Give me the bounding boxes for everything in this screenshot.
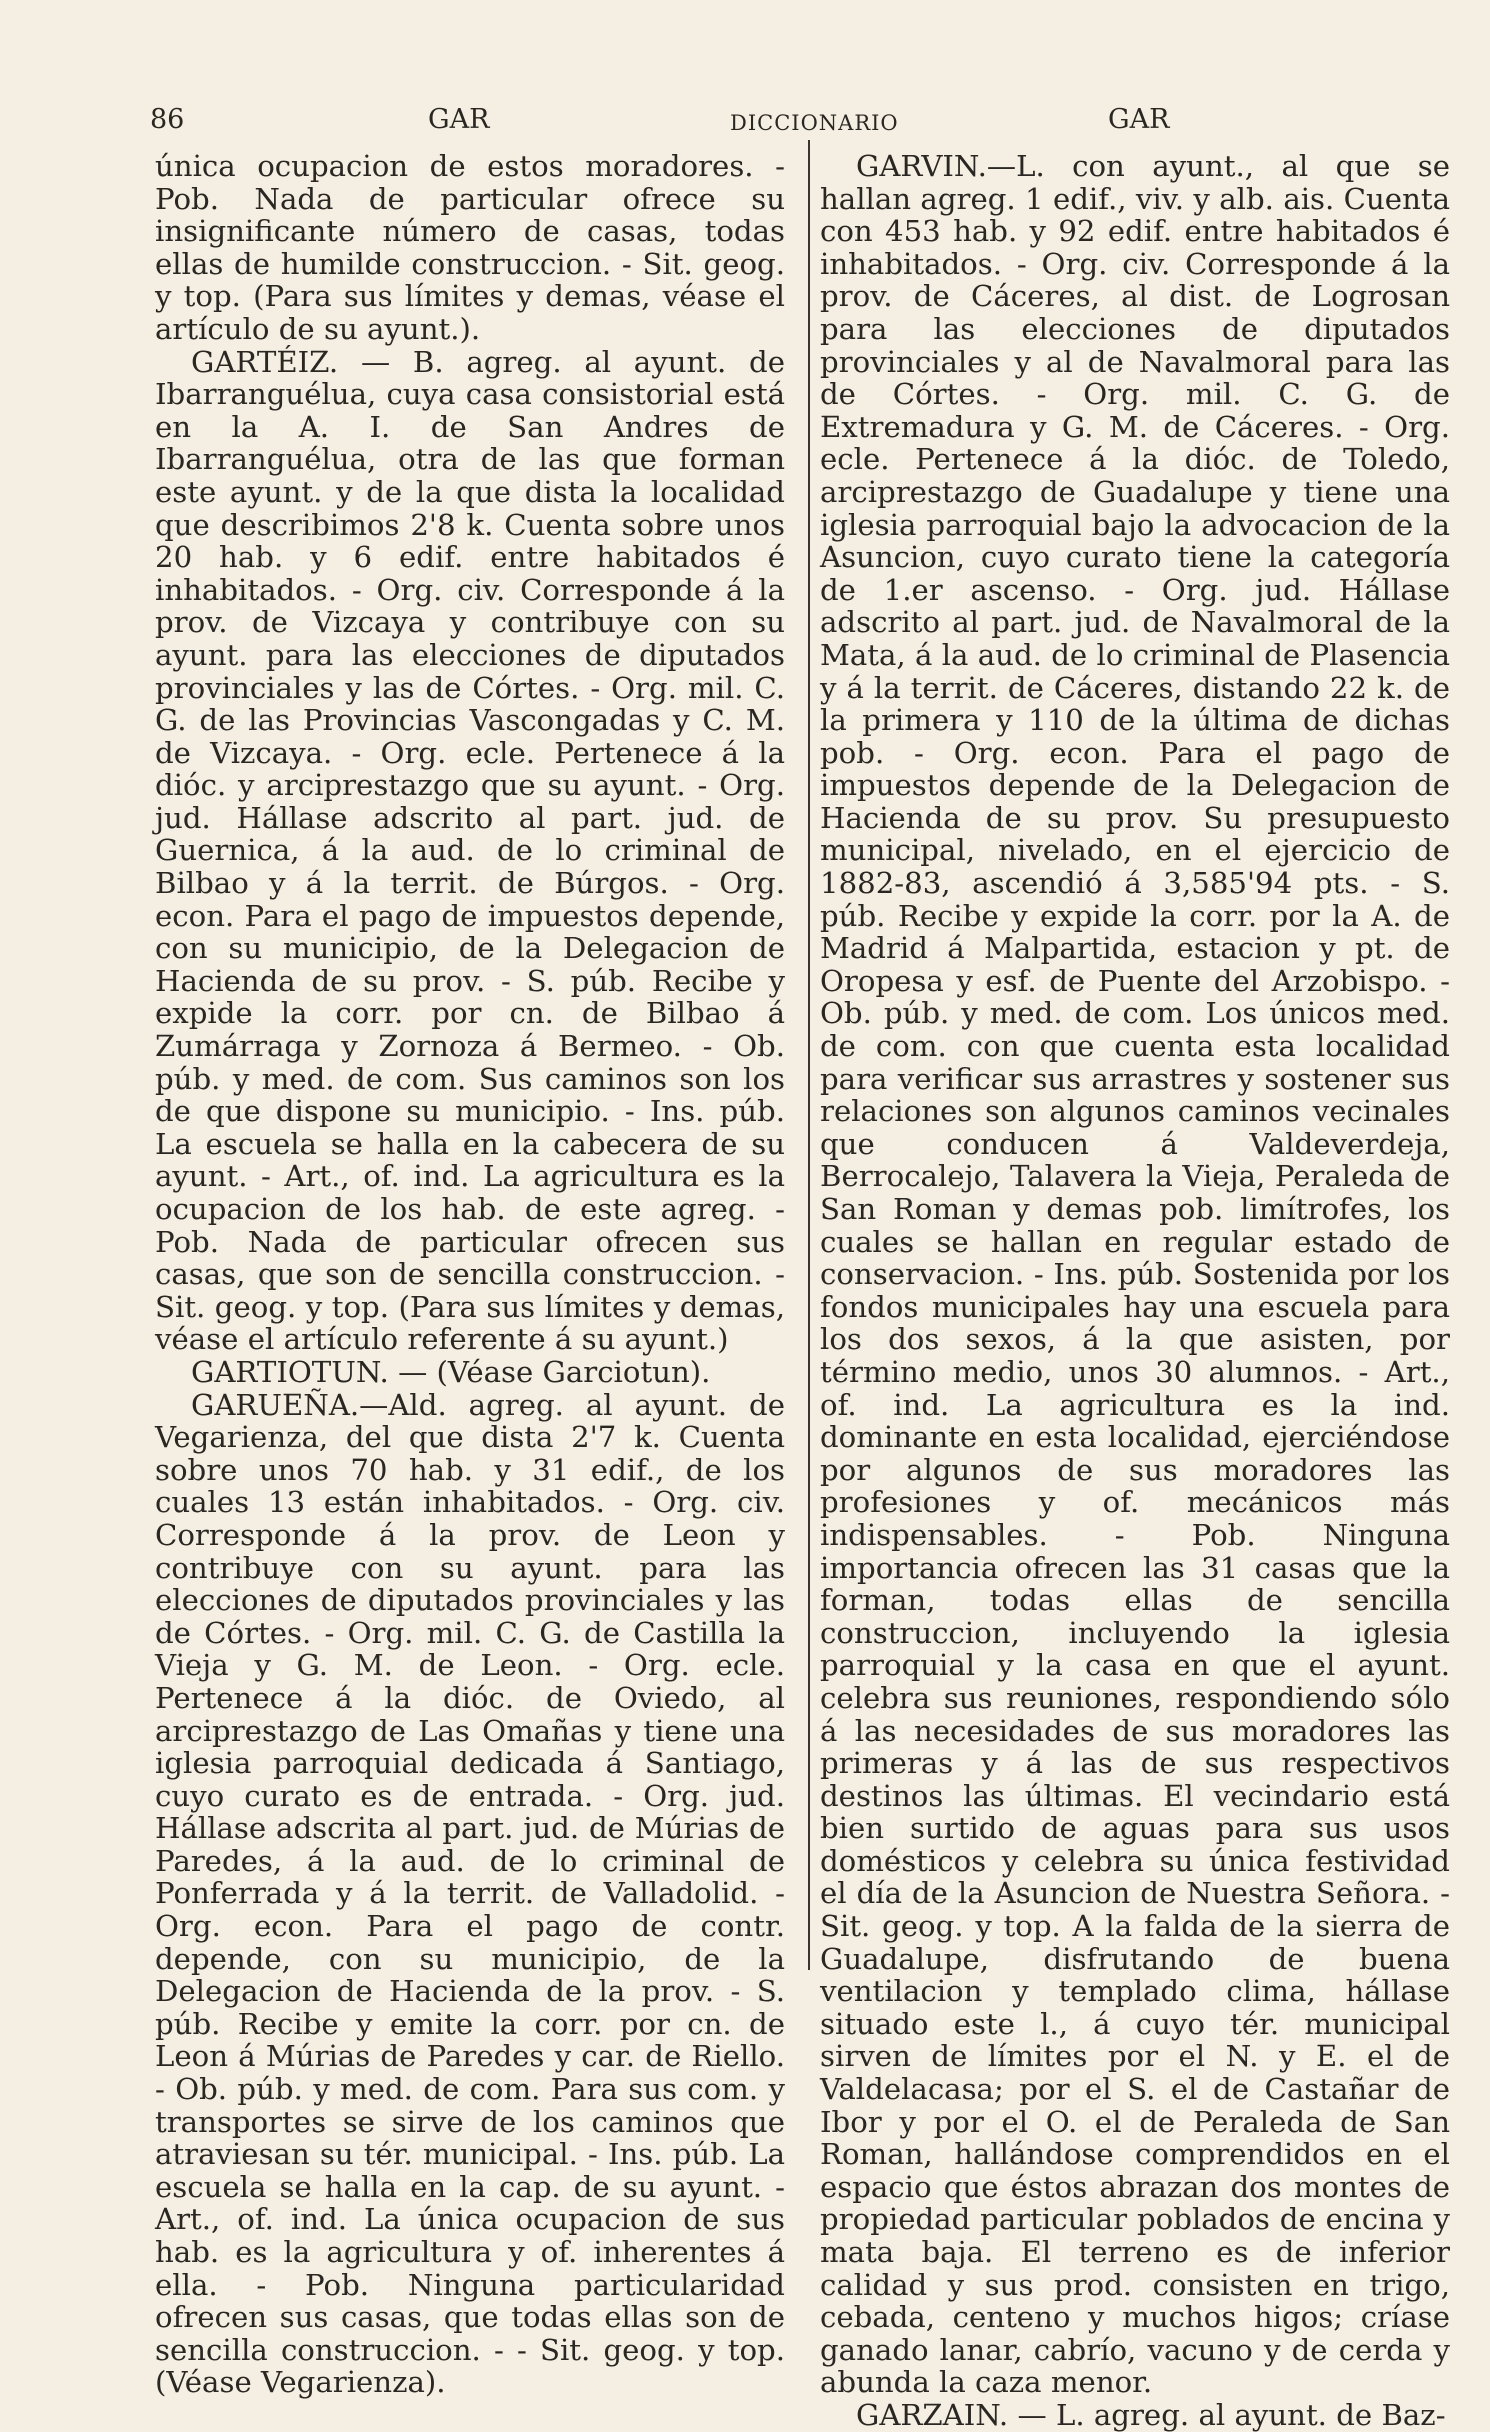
left-running-head: GAR (428, 104, 490, 135)
entry-garuena: GARUEÑA.—Ald. agreg. al ayunt. de Vegarienza, del que dista 2'7 k. Cuenta sobre unos 70 hab. y 31 edif., de los cuales 13 están inhabitados. - Org. civ. Corresponde á la prov. de Leon y contribuye con su ayunt. para las elecciones de diputados provinciales y las de Córtes. - Org. mil. C. G. de Castilla la Vieja y G. M. de Leon. - Org. ecle. Pertenece á la dióc. de Oviedo, al arciprestazgo de Las Omañas y tiene una iglesia parroquial dedicada á Santiago, cuyo curato es de entrada. - Org. jud. Hállase adscrita al part. jud. de Múrias de Paredes, á la aud. de lo criminal de Ponferrada y á la territ. de Valladolid. - Org. econ. Para el pago de contr. depende, con su municipio, de la Delegacion de Hacienda de la prov. - S. púb. Recibe y emite la corr. por cn. de Leon á Múrias de Paredes y car. de Riello. - Ob. púb. y med. de com. Para sus com. y transportes se sirve de los caminos que atraviesan su tér. municipal. - Ins. púb. La escuela se halla en la cap. de su ayunt. - Art., of. ind. La única ocupacion de sus hab. es la agricultura y of. inherentes á ella. - Pob. Ninguna particularidad ofrecen sus casas, que todas ellas son de sencilla construccion. - - Sit. geog. y top. (Véase Vegarienza). (155, 1387, 785, 2400)
left-column (155, 149, 785, 2400)
right-running-head: GAR (1108, 104, 1170, 135)
entry-garteiz: GARTÉIZ. — B. agreg. al ayunt. de Ibarranguélua, cuya casa consistorial está en la A. I. de San Andres de Ibarranguélua, otra de las que forman este ayunt. y de la que dista la localidad que describimos 2'8 k. Cuenta sobre unos 20 hab. y 6 edif. entre habitados é inhabitados. - Org. civ. Corresponde á la prov. de Vizcaya y contribuye con su ayunt. para las elecciones de diputados provinciales y las de Córtes. - Org. mil. C. G. de las Provincias Vascongadas y C. M. de Vizcaya. - Org. ecle. Pertenece á la dióc. y arciprestazgo que su ayunt. - Org. jud. Hállase adscrito al part. jud. de Guernica, á la aud. de lo criminal de Bilbao y á la territ. de Búrgos. - Org. econ. Para el pago de impuestos depende, con su municipio, de la Delegacion de Hacienda de su prov. - S. púb. Recibe y expide la corr. por cn. de Bilbao á Zumárraga y Zornoza á Bermeo. - Ob. púb. y med. de com. Sus caminos son los de que dispone su municipio. - Ins. púb. La escuela se halla en la cabecera de su ayunt. - Art., of. ind. La agricultura es la ocupacion de los hab. de este agreg. - Pob. Nada de particular ofrecen sus casas, que son de sencilla construccion. - Sit. geog. y top. (Para sus límites y demas, véase el artículo referente á su ayunt.) (155, 344, 785, 1357)
page-number: 86 (150, 104, 185, 135)
entry-garvin: GARVIN.—L. con ayunt., al que se hallan agreg. 1 edif., viv. y alb. ais. Cuenta con 453 hab. y 92 edif. entre habitados é inhabitados. - Org. civ. Corresponde á la prov. de Cáceres, al dist. de Logrosan para las elecciones de diputados provinciales y al de Navalmoral para las de Córtes. - Org. mil. C. G. de Extremadura y G. M. de Cáceres. - Org. ecle. Pertenece á la dióc. de Toledo, arciprestazgo de Guadalupe y tiene una iglesia parroquial bajo la advocacion de la Asuncion, cuyo curato tiene la categoría de 1.er ascenso. - Org. jud. Hállase adscrito al part. jud. de Navalmoral de la Mata, á la aud. de lo criminal de Plasencia y á la territ. de Cáceres, distando 22 k. de la primera y 110 de la última de dichas pob. - Org. econ. Para el pago de impuestos depende de la Delegacion de Hacienda de su prov. Su presupuesto municipal, nivelado, en el ejercicio de 1882-83, ascendió á 3,585'94 pts. - S. púb. Recibe y expide la corr. por la A. de Madrid á Malpartida, estacion y pt. de Oropesa y esf. de Puente del Arzobispo. - Ob. púb. y med. de com. Los únicos med. de com. con que cuenta esta localidad para verificar sus arrastres y sostener sus relaciones son algunos caminos vecinales que conducen á Valdeverdeja, Berrocalejo, Talavera la Vieja, Peraleda de San Roman y demas pob. limítrofes, los cuales se hallan en regular estado de conservacion. - Ins. púb. Sostenida por los fondos municipales hay una escuela para los dos sexos, á la que asisten, por término medio, unos 30 alumnos. - Art., of. ind. La agricultura es la ind. dominante en esta localidad, ejerciéndose por algunos de sus moradores las profesiones y of. mecánicos más indispensables. - Pob. Ninguna importancia ofrecen las 31 casas que la forman, todas ellas de sencilla construccion, incluyendo la iglesia parroquial y la casa en que el ayunt. celebra sus reuniones, respondiendo sólo á las necesidades de sus moradores las primeras y á las de sus respectivos destinos las últimas. El vecindario está bien surtido de aguas para sus usos domésticos y celebra su única festividad el día de la Asuncion de Nuestra Señora. - Sit. geog. y top. A la falda de la sierra de Guadalupe, disfrutando de buena ventilacion y templado clima, hállase situado este l., á cuyo tér. municipal sirven de límites por el N. y E. el de Valdelacasa; por el S. el de Castañar de Ibor y por el O. el de Peraleda de San Roman, hallándose comprendidos en el espacio que éstos abrazan dos montes de propiedad particular poblados de encina y mata baja. El terreno es de inferior calidad y sus prod. consisten en trigo, cebada, centeno y muchos higos; críase ganado lanar, cabrío, vacuno y de cerda y abunda la caza menor. (820, 149, 1450, 2400)
entry-garzain: GARZAIN. — L. agreg. al ayunt. de Baz- (856, 2397, 1446, 2432)
entry-gartiotun: GARTIOTUN. — (Véase Garciotun). (191, 1354, 711, 1389)
page-header (150, 104, 1440, 144)
column-divider (808, 140, 810, 1970)
continued-entry-text: única ocupacion de estos moradores. - Pob. Nada de particular ofrece su insignificante número de casas, todas ellas de humilde construccion. - Sit. geog. y top. (Para sus límites y demas, véase el artículo de su ayunt.). (155, 149, 785, 346)
dictionary-title: DICCIONARIO (730, 111, 899, 135)
right-column (820, 149, 1450, 2432)
